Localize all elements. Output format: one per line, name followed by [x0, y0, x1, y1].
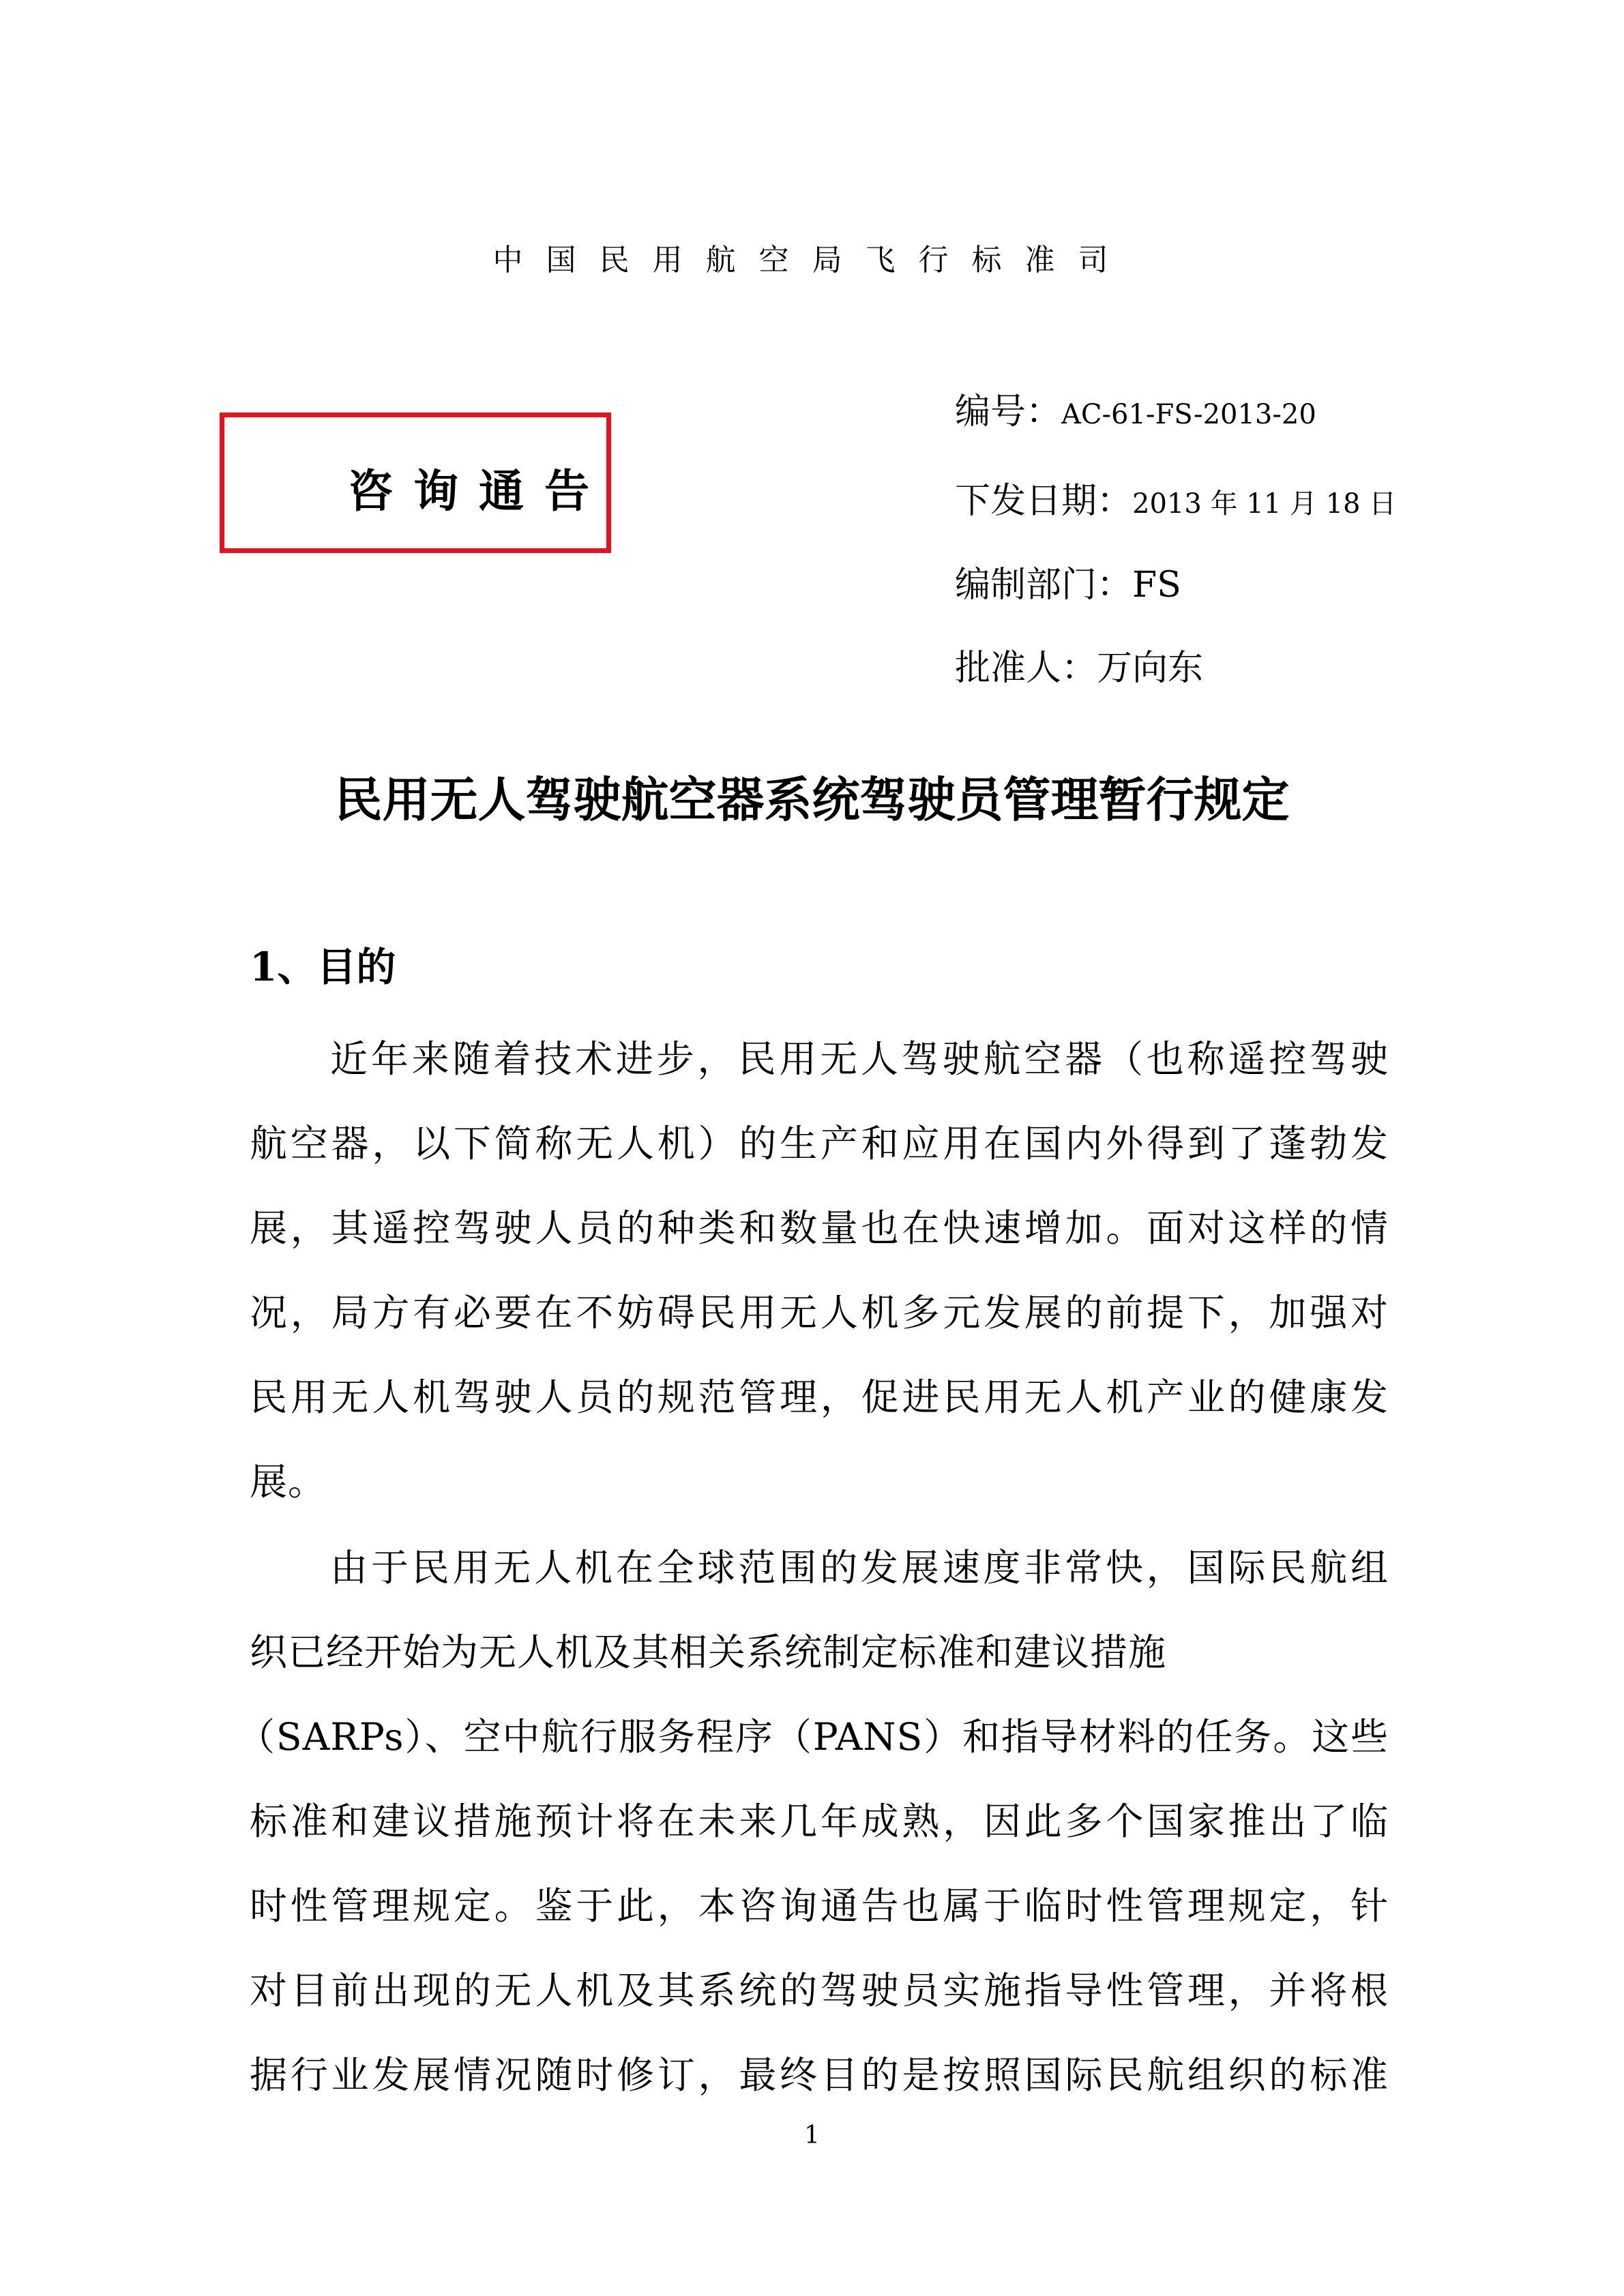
meta-date-label: 下发日期：	[955, 481, 1133, 522]
meta-department-label: 编制部门：	[955, 565, 1133, 606]
paragraph-line: 标准和建议措施预计将在未来几年成熟，因此多个国家推出了临	[250, 1800, 1389, 1843]
meta-department-value: FS	[1132, 565, 1181, 606]
meta-number-label: 编号：	[955, 391, 1062, 432]
paragraph-line: 近年来随着技术进步，民用无人驾驶航空器（也称遥控驾驶	[330, 1037, 1389, 1081]
meta-approver-label: 批准人：	[955, 648, 1097, 689]
paragraph-line: （SARPs）、空中航行服务程序（PANS）和指导材料的任务。这些	[237, 1715, 1389, 1759]
advisory-circular-label: 咨询通告	[348, 464, 610, 518]
section-heading-purpose: 1、目的	[250, 944, 396, 990]
paragraph-line: 由于民用无人机在全球范围的发展速度非常快，国际民航组	[330, 1546, 1389, 1590]
paragraph-line: 时性管理规定。鉴于此，本咨询通告也属于临时性管理规定，针	[250, 1884, 1389, 1928]
paragraph-line: 对目前出现的无人机及其系统的驾驶员实施指导性管理，并将根	[250, 1969, 1389, 2012]
meta-department	[955, 563, 1181, 607]
meta-date-value: 2013 年 11 月 18 日	[1132, 488, 1397, 520]
paragraph-line: 织已经开始为无人机及其相关系统制定标准和建议措施	[250, 1630, 1167, 1674]
issuing-organization: 中国民用航空局飞行标准司	[492, 243, 1132, 278]
paragraph-line: 航空器，以下简称无人机）的生产和应用在国内外得到了蓬勃发	[250, 1122, 1389, 1165]
meta-approver-value: 万向东	[1097, 648, 1204, 689]
paragraph-line: 据行业发展情况随时修订，最终目的是按照国际民航组织的标准	[250, 2053, 1389, 2097]
meta-issue-date	[955, 479, 1396, 526]
paragraph-line: 民用无人机驾驶人员的规范管理，促进民用无人机产业的健康发	[250, 1375, 1389, 1419]
paragraph-line: 展。	[250, 1460, 327, 1504]
paragraph-line: 展，其遥控驾驶人员的种类和数量也在快速增加。面对这样的情	[250, 1206, 1389, 1250]
meta-document-number	[955, 390, 1316, 436]
document-title: 民用无人驾驶航空器系统驾驶员管理暂行规定	[334, 771, 1290, 828]
meta-number-value: AC-61-FS-2013-20	[1061, 399, 1316, 430]
paragraph-line: 况，局方有必要在不妨碍民用无人机多元发展的前提下，加强对	[250, 1291, 1389, 1335]
page-number: 1	[804, 2121, 820, 2149]
meta-approver	[955, 646, 1203, 690]
